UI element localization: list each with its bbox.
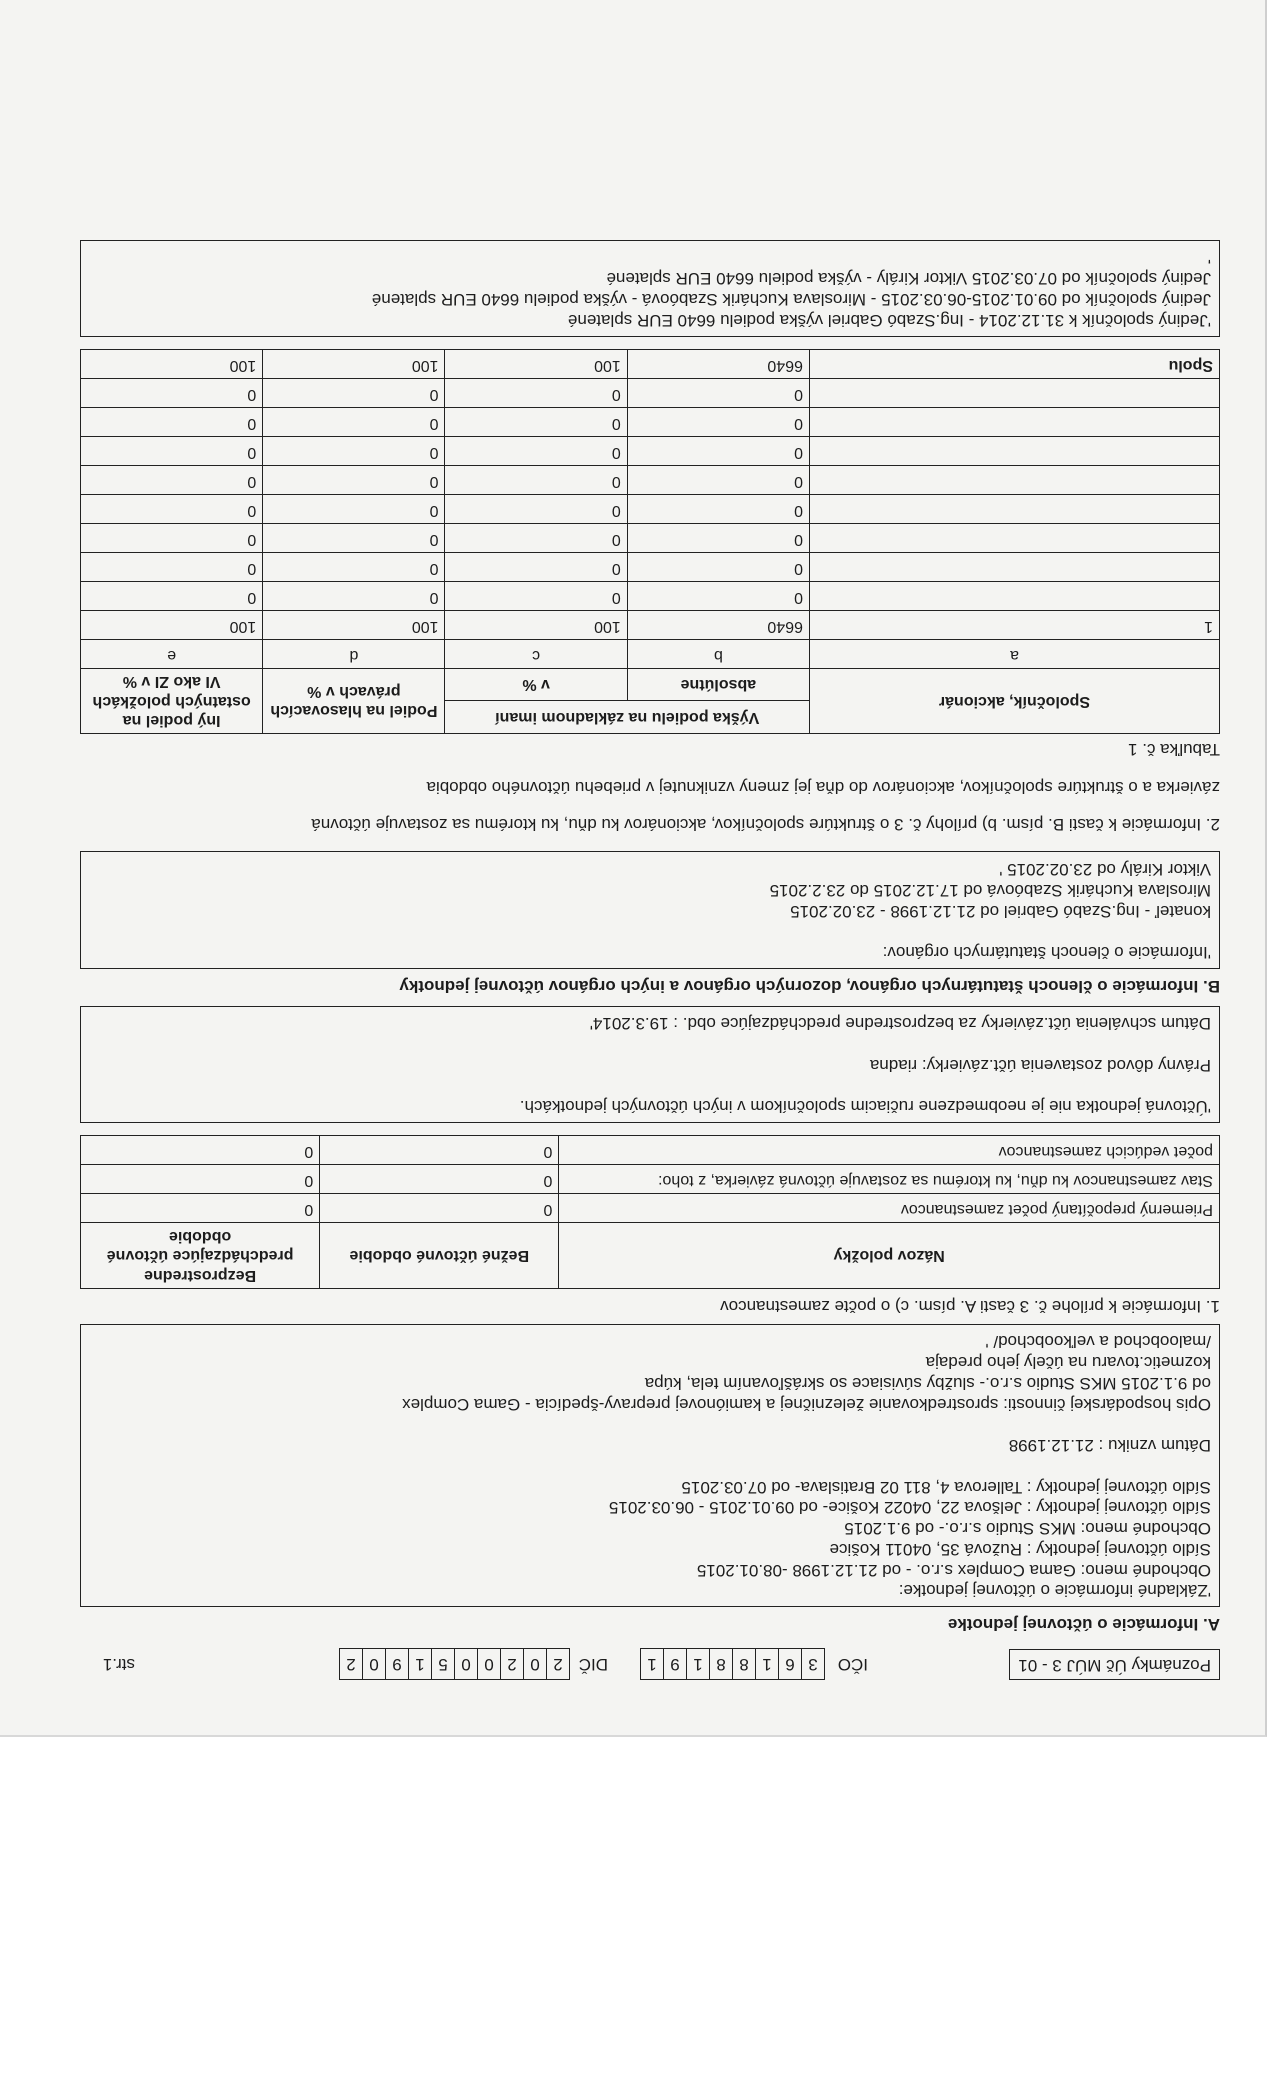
ico-digit: 8	[709, 1649, 732, 1679]
table-row	[81, 1165, 1220, 1194]
table-row	[81, 378, 1220, 407]
owner-cell	[809, 436, 1219, 465]
basic-info-line: Obchodné meno: Gama Complex s.r.o. - od 21.12.1998 -08.01.2015	[696, 1560, 1211, 1580]
approval-line: 'Účtovná jednotka nie je neobmedzene ručiacim spoločníkom v iných účtovných jednotkách.	[519, 1097, 1211, 1117]
owner-cell	[809, 581, 1219, 610]
owner-cell: 0	[627, 407, 809, 436]
total-row	[81, 349, 1220, 378]
document-page	[80, 80, 1220, 1680]
table-row	[81, 581, 1220, 610]
owner-header-share: Výška podielu na základnom imaní	[445, 701, 809, 734]
partner-line: '	[1207, 248, 1211, 268]
approval-line: Dátum schválenia účt.závierky za bezprostredne predchádzajúce obd. : 19.3.2014'	[589, 1014, 1211, 1034]
basic-info-line: Dátum vzniku : 21.12.1998	[1008, 1436, 1211, 1456]
owner-cell: 0	[81, 465, 263, 494]
basic-info-line: Opis hospodárskej činnosti: sprostredkovanie železničnej a kamiónovej prepravy-špedícia - Gama Complex	[402, 1394, 1211, 1414]
emp-current-value: 0	[320, 1136, 559, 1165]
emp-header-item: Názov položky	[559, 1223, 1220, 1289]
total-cell: 100	[445, 349, 627, 378]
owner-cell: 0	[81, 378, 263, 407]
employees-note: 1. Informácie k prílohe č. 3 časti A. písm. c) o počte zamestnancov	[720, 1296, 1220, 1316]
owners-note	[80, 776, 1220, 834]
owner-cell	[809, 552, 1219, 581]
column-letter: e	[81, 639, 263, 668]
owner-cell: 0	[445, 378, 627, 407]
table-row	[81, 465, 1220, 494]
owner-cell: 0	[627, 378, 809, 407]
member-line: 'Informácie o členoch štatutárnych orgánov:	[882, 943, 1211, 963]
partner-line: 'Jediný spoločník k 31.12.2014 - Ing.Szabó Gabriel výška podielu 6640 EUR splatené	[567, 310, 1211, 330]
ico-label: IČO	[837, 1655, 868, 1674]
dic-digit: 0	[523, 1649, 546, 1679]
page-number: str.1	[102, 1655, 135, 1674]
owner-cell: 0	[81, 436, 263, 465]
owners-note-line: 2. Informácie k časti B. písm. b) prílohy č. 3 o štruktúre spoločníkov, akcionárov ku dňu, ku ktorému sa zostavuje účtovná	[311, 815, 1220, 835]
table-row	[81, 1136, 1220, 1165]
owner-cell: 0	[81, 552, 263, 581]
dic-digit: 2	[546, 1649, 569, 1679]
owner-header-partner: Spoločník, akcionár	[809, 668, 1219, 734]
member-line	[89, 921, 1211, 942]
owner-cell	[809, 407, 1219, 436]
dic-digit: 1	[408, 1649, 431, 1679]
dic-digit: 0	[454, 1649, 477, 1679]
column-letter: c	[445, 639, 627, 668]
owner-cell: 0	[263, 465, 445, 494]
owner-cell: 0	[81, 494, 263, 523]
owner-cell: 100	[81, 610, 263, 639]
owner-header-other: Iný podiel na ostatných položkách VI ako ZI v %	[81, 668, 263, 734]
basic-info-line: Sídlo účtovnej jednotky : Ružová 35, 04011 Košice	[829, 1539, 1211, 1559]
member-line: Miroslava Kuchárik Szabóová od 17.12.2015 do 23.2.2015	[769, 880, 1211, 900]
dic-digit-boxes	[339, 1648, 570, 1680]
owner-cell: 0	[445, 407, 627, 436]
dic-digit: 2	[500, 1649, 523, 1679]
section-a-title: A. Informácie o účtovnej jednotke	[947, 1615, 1220, 1634]
owner-cell: 1	[809, 610, 1219, 639]
ico-digit-boxes	[640, 1648, 825, 1680]
owner-header-percent: v %	[445, 668, 627, 701]
owner-cell: 0	[263, 552, 445, 581]
column-letter: a	[809, 639, 1219, 668]
section-b-title: B. Informácie o členoch štatutárnych orgánov, dozorných orgánov a iných orgánov účtovnej jednotky	[399, 976, 1220, 996]
owner-cell	[809, 523, 1219, 552]
dic-digit: 0	[477, 1649, 500, 1679]
ico-digit: 3	[801, 1649, 824, 1679]
table-row	[81, 407, 1220, 436]
owner-cell	[809, 494, 1219, 523]
basic-info-line: kozmetic.tovaru na účely jeho predaja	[925, 1353, 1211, 1373]
owner-cell: 100	[445, 610, 627, 639]
owner-cell: 0	[263, 523, 445, 552]
table-row	[81, 436, 1220, 465]
emp-item-name: Priemerný prepočítaný počet zamestnancov	[559, 1194, 1220, 1223]
approval-line	[89, 1034, 1211, 1055]
owner-cell: 0	[263, 581, 445, 610]
owner-cell: 100	[263, 610, 445, 639]
employees-table	[80, 1135, 1220, 1289]
basic-info-line	[89, 1455, 1211, 1476]
dic-digit: 5	[431, 1649, 454, 1679]
dic-digit: 2	[346, 1655, 356, 1674]
table-row	[81, 552, 1220, 581]
basic-info-box	[80, 1324, 1220, 1608]
owner-cell: 0	[81, 407, 263, 436]
basic-info-line	[89, 1414, 1211, 1435]
dic-label: DIČ	[578, 1655, 608, 1674]
emp-previous-value: 0	[81, 1165, 320, 1194]
basic-info-line: Sídlo účtovnej jednotky : Jelšova 22, 04022 Košice- od 09.01.2015 - 06.03.2015	[608, 1498, 1211, 1518]
total-cell: 100	[81, 349, 263, 378]
partner-line: Jediný spoločník od 07.03.2015 Viktor Király - výška podielu 6640 EUR splatené	[606, 269, 1211, 289]
owner-cell: 0	[445, 436, 627, 465]
owners-note-line: závierka a o štruktúre spoločníkov, akcionárov do dňa jej zmeny vzniknutej v priebehu účtovného obdobia	[426, 777, 1220, 797]
basic-info-line: od 9.1.2015 MKS Studio s.r.o.- služby súvisiace so skrášľovaním tela, kúpa	[644, 1373, 1211, 1393]
owner-cell: 0	[445, 581, 627, 610]
owner-cell: 0	[627, 494, 809, 523]
form-title: Poznámky Úč MÚJ 3 - 01	[1009, 1649, 1220, 1680]
dic-digit: 0	[362, 1649, 385, 1679]
form-header	[80, 1644, 1220, 1680]
total-cell: Spolu	[809, 349, 1219, 378]
approval-line	[89, 1075, 1211, 1096]
owner-cell: 0	[445, 552, 627, 581]
owners-table	[80, 349, 1220, 735]
owner-cell: 0	[627, 581, 809, 610]
owner-cell: 0	[263, 378, 445, 407]
basic-info-line: 'Základné informácie o účtovnej jednotke:	[898, 1581, 1211, 1601]
emp-previous-value: 0	[81, 1136, 320, 1165]
total-cell: 6640	[627, 349, 809, 378]
statutory-members-box	[80, 851, 1220, 969]
ico-digit: 1	[647, 1655, 657, 1674]
emp-item-name: Stav zamestnancov ku dňu, ku ktorému sa zostavuje účtovná závierka, z toho:	[559, 1165, 1220, 1194]
approval-info-box	[80, 1006, 1220, 1124]
owner-cell: 0	[263, 436, 445, 465]
owner-cell: 0	[81, 581, 263, 610]
table-row	[81, 1194, 1220, 1223]
emp-current-value: 0	[320, 1165, 559, 1194]
column-letter: b	[627, 639, 809, 668]
table-row	[81, 494, 1220, 523]
owner-cell	[809, 378, 1219, 407]
basic-info-line: Obchodné meno: MKS Studio s.r.o.- od 9.1.2015	[844, 1519, 1211, 1539]
member-line: konateľ - Ing.Szabó Gabriel od 21.12.1998 - 23.02.2015	[790, 901, 1211, 921]
table-row	[81, 523, 1220, 552]
ico-digit: 1	[755, 1649, 778, 1679]
member-line: Viktor Király od 23.02.2015 '	[999, 860, 1211, 880]
owner-cell: 0	[627, 465, 809, 494]
owner-cell: 0	[627, 523, 809, 552]
column-letter: d	[263, 639, 445, 668]
owner-header-absolute: absolútne	[627, 668, 809, 701]
emp-header-current: Bežné účtovné obdobie	[320, 1223, 559, 1289]
owner-cell: 0	[263, 494, 445, 523]
table-label: Tabuľka č. 1	[1128, 739, 1220, 759]
partners-info-box	[80, 240, 1220, 337]
owner-cell: 0	[445, 494, 627, 523]
emp-current-value: 0	[320, 1194, 559, 1223]
ico-digit: 1	[686, 1649, 709, 1679]
dic-digit: 9	[385, 1649, 408, 1679]
owner-cell: 0	[445, 523, 627, 552]
emp-header-previous: Bezprostredne predchádzajúce účtovné obdobie	[81, 1223, 320, 1289]
ico-digit: 6	[778, 1649, 801, 1679]
owner-cell: 0	[445, 465, 627, 494]
owner-cell	[809, 465, 1219, 494]
owner-cell: 0	[627, 552, 809, 581]
ico-digit: 8	[732, 1649, 755, 1679]
total-cell: 100	[263, 349, 445, 378]
owner-cell: 0	[627, 436, 809, 465]
owner-cell: 6640	[627, 610, 809, 639]
owner-header-voting: Podiel na hlasovacích právach v %	[263, 668, 445, 734]
owner-cell: 0	[263, 407, 445, 436]
ico-digit: 9	[663, 1649, 686, 1679]
approval-line: Právny dôvod zostavenia účt.závierky: riadna	[869, 1055, 1211, 1075]
partner-line: Jediný spoločník od 09.01.2015-06.03.2015 - Miroslava Kuchárik Szabóová - výška podielu 6640 EUR splatené	[371, 289, 1211, 309]
basic-info-line: /maloobchod a veľkoobchod/ '	[985, 1332, 1211, 1352]
emp-item-name: počet vedúcich zamestnancov	[559, 1136, 1220, 1165]
emp-previous-value: 0	[81, 1194, 320, 1223]
table-row	[81, 610, 1220, 639]
basic-info-line: Sídlo účtovnej jednotky : Tallerova 4, 811 02 Bratislava- od 07.03.2015	[681, 1477, 1211, 1497]
owner-cell: 0	[81, 523, 263, 552]
